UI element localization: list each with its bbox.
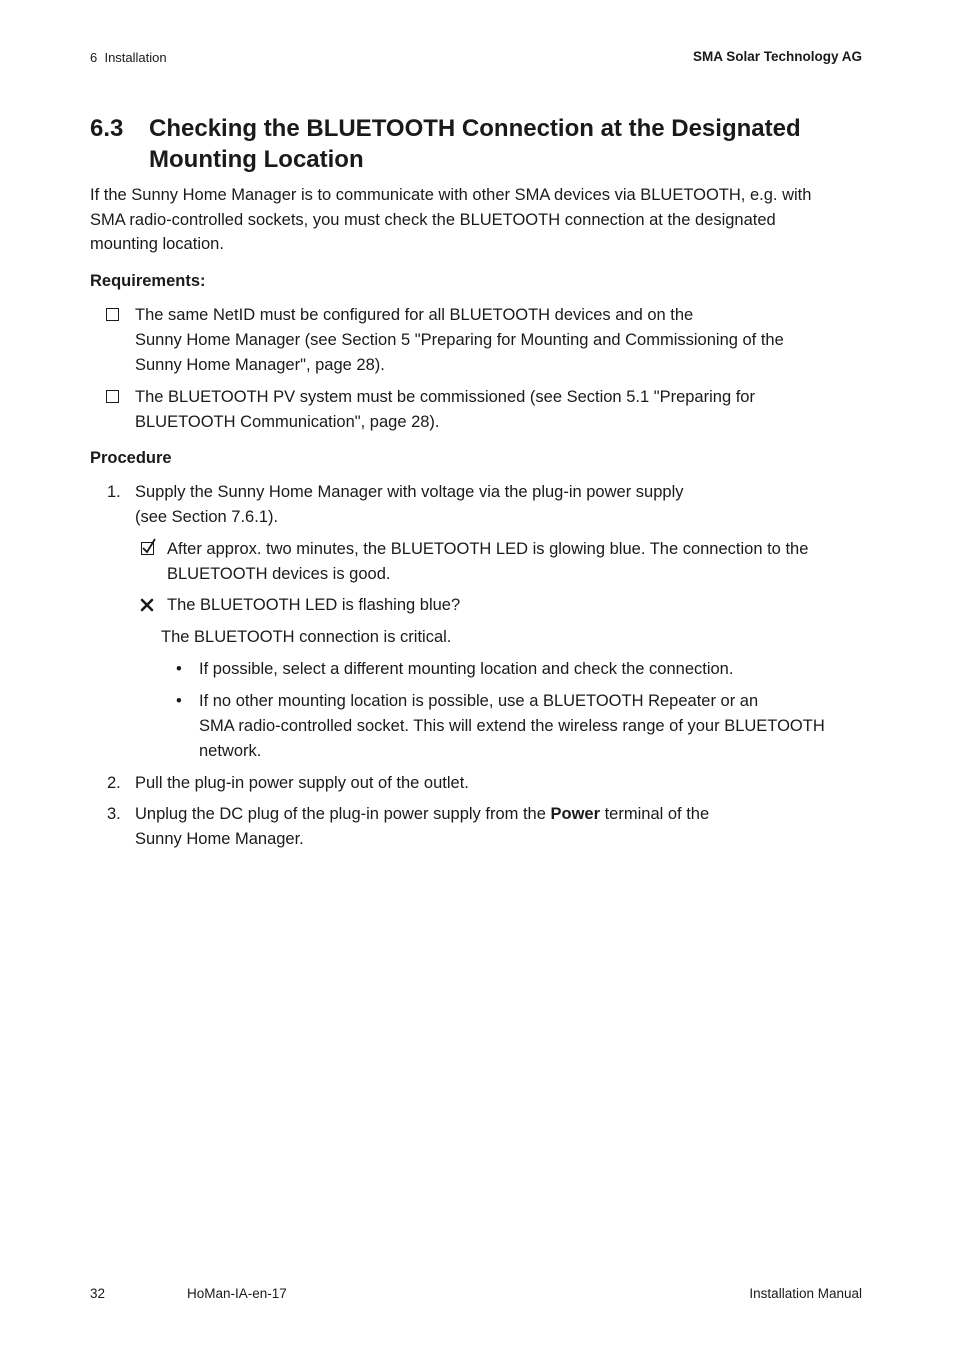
section-title [90,113,870,175]
step-3-before: Unplug the DC plug of the plug-in power supply from the [135,805,551,823]
result-ok-line: After approx. two minutes, the BLUETOOTH LED is glowing blue. The connection to the [167,540,809,558]
requirement-item [135,303,865,378]
step-line: Sunny Home Manager. [135,830,304,848]
step-1-text [135,480,865,530]
requirement-line: BLUETOOTH Communication", page 28). [135,413,440,431]
bullet-item [199,657,869,682]
section-title-line-1: Checking the BLUETOOTH Connection at the Designated [149,115,801,142]
bullet-line: If possible, select a different mounting location and check the connection. [199,660,734,678]
intro-paragraph [90,183,865,257]
bullet-icon: • [176,692,182,710]
bullet-icon: • [176,660,182,678]
step-number: 2. [107,774,121,792]
footer-doc-id: HoMan-IA-en-17 [187,1286,287,1301]
requirement-checkbox-icon [106,390,119,403]
intro-line: If the Sunny Home Manager is to communicate with other SMA devices via BLUETOOTH, e.g. with [90,186,812,204]
requirement-line: Sunny Home Manager (see Section 5 "Preparing for Mounting and Commissioning of the [135,331,784,349]
requirement-line: The same NetID must be configured for all BLUETOOTH devices and on the [135,306,694,324]
bullet-line: SMA radio-controlled socket. This will extend the wireless range of your BLUETOOTH [199,717,825,735]
step-line: Supply the Sunny Home Manager with voltage via the plug-in power supply [135,483,684,501]
result-ok [167,537,867,587]
intro-line: mounting location. [90,235,224,253]
step-2-text: Pull the plug-in power supply out of the outlet. [135,774,469,792]
section-title-line-2: Mounting Location [149,146,364,173]
step-line: (see Section 7.6.1). [135,508,279,526]
step-3-text [135,802,865,852]
requirement-checkbox-icon [106,308,119,321]
requirement-item [135,385,865,435]
bullet-line: If no other mounting location is possible, use a BLUETOOTH Repeater or an [199,692,759,710]
header-chapter: 6 Installation [90,50,167,65]
bullet-item [199,689,869,764]
requirement-line: Sunny Home Manager", page 28). [135,356,385,374]
result-fail: The BLUETOOTH LED is flashing blue? [167,596,461,614]
header-company: SMA Solar Technology AG [692,49,862,64]
requirements-heading: Requirements: [90,272,206,290]
result-ok-line: BLUETOOTH devices is good. [167,565,391,583]
footer-page-number: 32 [90,1286,106,1301]
step-number: 3. [107,805,121,823]
step-3-after: terminal of the [600,805,710,823]
step-line [135,802,865,827]
bullet-line: network. [199,742,262,760]
checked-box-icon [141,542,154,555]
footer-doc-type: Installation Manual [749,1286,862,1301]
fail-explanation: The BLUETOOTH connection is critical. [161,628,452,646]
section-number: 6.3 [90,115,124,142]
step-number: 1. [107,483,121,501]
requirement-line: The BLUETOOTH PV system must be commissioned (see Section 5.1 "Preparing for [135,388,755,406]
intro-line: SMA radio-controlled sockets, you must check the BLUETOOTH connection at the designated [90,210,776,229]
power-terminal-label: Power [550,805,601,823]
procedure-heading: Procedure [90,449,172,467]
